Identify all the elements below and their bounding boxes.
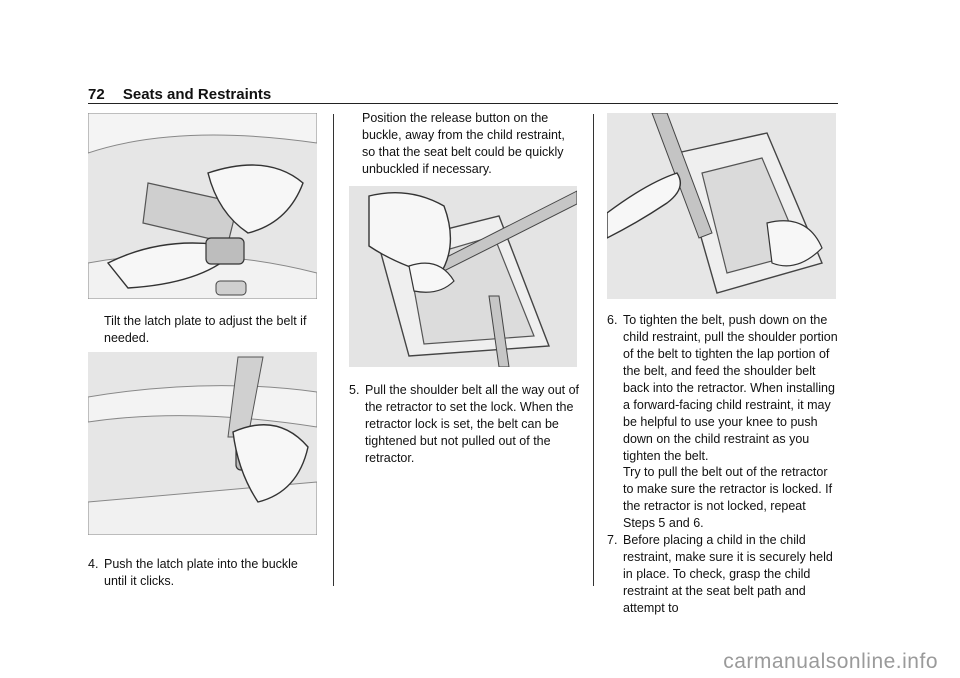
page-header bbox=[88, 86, 271, 103]
column-divider-1 bbox=[333, 114, 334, 586]
step-7-text: Before placing a child in the child restraint, make sure it is securely held in place. To check, grasp the child restraint at the seat belt path and attempt to bbox=[623, 533, 833, 615]
step-6-text: To tighten the belt, push down on the child restraint, pull the shoulder portion of the belt to tighten the lap portion of the belt, and feed the shoulder belt back into the retractor. When installing a forward-facing child restraint, it may be helpful to use your knee to push down on the child restraint as you tighten the belt. bbox=[623, 313, 838, 463]
illustration-latch-into-buckle bbox=[88, 352, 317, 535]
column-divider-2 bbox=[593, 114, 594, 586]
illustration-pull-shoulder-belt bbox=[349, 186, 577, 367]
illustration-tighten-belt bbox=[607, 113, 836, 299]
section-title: Seats and Restraints bbox=[122, 86, 272, 103]
step-5-number: 5. bbox=[349, 383, 360, 397]
step-7 bbox=[607, 532, 839, 617]
step-4-text: Push the latch plate into the buckle until it clicks. bbox=[104, 557, 298, 588]
step-6-note: Try to pull the belt out of the retractor to make sure the retractor is locked. If the retractor is not locked, repeat Steps 5 and 6. bbox=[623, 465, 833, 530]
step-5-text: Pull the shoulder belt all the way out of the retractor to set the lock. When the retractor lock is set, the belt can be tightened but not pulled out of the retractor. bbox=[365, 383, 580, 465]
header-rule bbox=[88, 103, 838, 104]
caption-tilt-latch: Tilt the latch plate to adjust the belt if needed. bbox=[104, 314, 307, 345]
step-5 bbox=[349, 382, 581, 467]
step-4 bbox=[88, 556, 320, 590]
illustration-latch-plate-tilt bbox=[88, 113, 317, 299]
step-6-number: 6. bbox=[607, 313, 618, 327]
step-7-number: 7. bbox=[607, 533, 618, 547]
step-6 bbox=[607, 312, 839, 465]
watermark: carmanualsonline.info bbox=[723, 650, 938, 673]
caption-release-button: Position the release button on the buckle, away from the child restraint, so that the seat belt could be quickly unbuckled if necessary. bbox=[362, 111, 565, 176]
page-number: 72 bbox=[88, 86, 105, 103]
step-4-number: 4. bbox=[88, 557, 99, 571]
